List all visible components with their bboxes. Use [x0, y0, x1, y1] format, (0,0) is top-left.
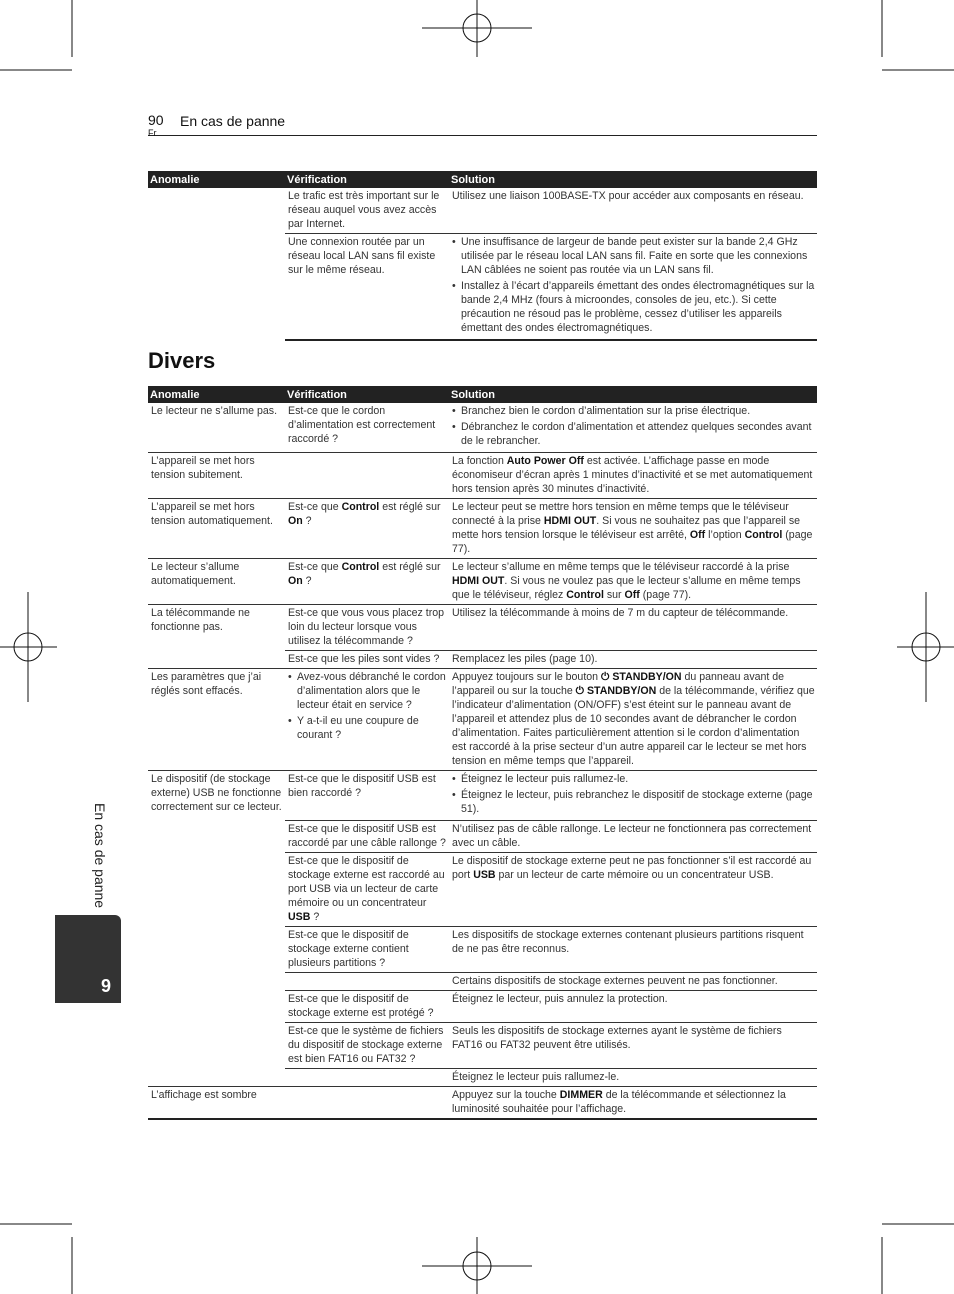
- verification-cell: [285, 973, 449, 991]
- anomaly-cell: L’appareil se met hors tension subitement.: [148, 453, 285, 499]
- solution-cell: [449, 559, 817, 605]
- anomaly-cell: L’appareil se met hors tension automatiquement.: [148, 499, 285, 559]
- verification-text: est réglé sur: [379, 561, 441, 573]
- solution-cell: Remplacez les piles (page 10).: [449, 651, 817, 669]
- setting-value: On: [288, 575, 303, 587]
- solution-cell: [449, 499, 817, 559]
- solution-text: Le lecteur peut se mettre hors tension en même temps que le téléviseur connecté à la prise: [452, 501, 789, 527]
- verification-cell: Est-ce que le cordon d’alimentation est correctement raccordé ?: [285, 403, 449, 453]
- solution-cell: [449, 853, 817, 927]
- column-header-anomalie: Anomalie: [148, 386, 285, 403]
- list-item: • Une insuffisance de largeur de bande peut exister sur la bande 2,4 GHz utilisée par le réseau local LAN sans fil. Faite en sorte que les connexions LAN câblées ne soient pas routée via un LAN sans fil.: [452, 235, 815, 277]
- anomaly-cell: [148, 188, 285, 340]
- port-name: HDMI OUT: [452, 575, 505, 587]
- solution-cell: [449, 1087, 817, 1120]
- column-header-anomalie: Anomalie: [148, 171, 285, 188]
- setting-name: Control: [566, 589, 604, 601]
- solution-text: par un lecteur de carte mémoire ou un concentrateur USB.: [495, 869, 774, 881]
- verification-cell: Est-ce que vous vous placez trop loin du lecteur lorsque vous utilisez la télécommande ?: [285, 605, 449, 651]
- table-row: [148, 771, 817, 821]
- solution-text: (page 77).: [452, 529, 813, 555]
- verification-text: ?: [310, 911, 320, 923]
- verification-text: est réglé sur: [379, 501, 441, 513]
- list-item: • Éteignez le lecteur puis rallumez-le.: [452, 772, 815, 786]
- page-number: 90: [148, 112, 164, 128]
- verification-cell: Est-ce que les piles sont vides ?: [285, 651, 449, 669]
- solution-cell: [449, 771, 817, 821]
- table-row: [148, 453, 817, 499]
- solution-cell: Utilisez la télécommande à moins de 7 m du capteur de télécommande.: [449, 605, 817, 651]
- solution-text: du panneau avant de l’appareil ou sur la touche: [452, 671, 785, 697]
- solution-cell: N’utilisez pas de câble rallonge. Le lecteur ne fonctionnera pas correctement avec un câble.: [449, 821, 817, 853]
- solution-cell: Utilisez une liaison 100BASE-TX pour accéder aux composants en réseau.: [449, 188, 817, 234]
- table-row: [148, 403, 817, 453]
- solution-text: . Si vous ne voulez pas que le lecteur s’allume en même temps que le téléviseur, réglez: [452, 575, 801, 601]
- column-header-verification: Vérification: [285, 171, 449, 188]
- chapter-tab: [55, 915, 121, 1003]
- verification-cell: Est-ce que le dispositif de stockage externe contient plusieurs partitions ?: [285, 927, 449, 973]
- list-item: • Débranchez le cordon d’alimentation et attendez quelques secondes avant de le rebrancher.: [452, 420, 815, 448]
- verification-cell: [285, 499, 449, 559]
- verification-cell: Une connexion routée par un réseau local LAN sans fil existe sur le même réseau.: [285, 234, 449, 341]
- table-row: [148, 499, 817, 559]
- solution-cell: Certains dispositifs de stockage externes peuvent ne pas fonctionner.: [449, 973, 817, 991]
- verification-cell: Le trafic est très important sur le réseau auquel vous avez accès par Internet.: [285, 188, 449, 234]
- solution-text: de la télécommande et sélectionnez la luminosité souhaitée pour l’affichage.: [452, 1089, 786, 1115]
- anomaly-cell: Le dispositif (de stockage externe) USB ne fonctionne correctement sur ce lecteur.: [148, 771, 285, 1087]
- verification-cell: [285, 453, 449, 499]
- column-header-solution: Solution: [449, 171, 817, 188]
- page-header: [148, 112, 817, 136]
- list-item: • Avez-vous débranché le cordon d’alimentation alors que le lecteur était en service ?: [288, 670, 447, 712]
- anomaly-cell: La télécommande ne fonctionne pas.: [148, 605, 285, 669]
- list-item: • Y a-t-il eu une coupure de courant ?: [288, 714, 447, 742]
- verification-text: Est-ce que: [288, 561, 342, 573]
- anomaly-cell: Le lecteur ne s’allume pas.: [148, 403, 285, 453]
- solution-text: Appuyez sur la touche: [452, 1089, 560, 1101]
- table-row: [148, 1087, 817, 1120]
- troubleshooting-table-misc: [148, 386, 817, 1120]
- solution-text: est activée. L’affichage passe en mode économiseur d’écran après 1 minutes d’inactivité et se met automatiquement hors tension après 30 minutes d’inactivité.: [452, 455, 813, 495]
- solution-cell: Éteignez le lecteur puis rallumez-le.: [449, 1069, 817, 1087]
- solution-cell: [449, 403, 817, 453]
- solution-text: Le lecteur s’allume en même temps que le téléviseur raccordé à la prise: [452, 561, 790, 573]
- setting-value: Off: [624, 589, 640, 601]
- verification-text: Est-ce que le dispositif de stockage externe est raccordé au port USB via un lecteur de carte mémoire ou un concentrateur: [288, 855, 445, 909]
- setting-name: Control: [341, 561, 380, 573]
- anomaly-cell: Le lecteur s’allume automatiquement.: [148, 559, 285, 605]
- button-name: ⏻ STANDBY/ON: [575, 685, 657, 697]
- solution-cell: [449, 669, 817, 771]
- table-row: [148, 559, 817, 605]
- solution-text: Le dispositif de stockage externe peut ne pas fonctionner s’il est raccordé au port: [452, 855, 812, 881]
- verification-text: Est-ce que: [288, 501, 342, 513]
- verification-cell: [285, 559, 449, 605]
- solution-cell: Les dispositifs de stockage externes contenant plusieurs partitions risquent de ne pas être reconnus.: [449, 927, 817, 973]
- list-item: • Éteignez le lecteur, puis rebranchez le dispositif de stockage externe (page 51).: [452, 788, 815, 816]
- anomaly-cell: L’affichage est sombre: [148, 1087, 285, 1120]
- chapter-title: En cas de panne: [180, 113, 286, 129]
- solution-cell: [449, 453, 817, 499]
- chapter-number: 9: [100, 976, 111, 996]
- port-name: HDMI OUT: [543, 515, 597, 527]
- setting-name: Control: [744, 529, 783, 541]
- button-name: DIMMER: [559, 1089, 603, 1101]
- troubleshooting-table-network: [148, 171, 817, 341]
- verification-cell: [285, 1069, 449, 1087]
- verification-cell: [285, 853, 449, 927]
- verification-text: ?: [302, 515, 312, 527]
- setting-name: Auto Power Off: [506, 455, 584, 467]
- button-name: ⏻ STANDBY/ON: [601, 671, 682, 683]
- table-row: [148, 669, 817, 771]
- side-chapter-label: En cas de panne: [92, 803, 108, 909]
- solution-text: . Si vous ne souhaitez pas que l’appareil se mette hors tension lorsque le téléviseur est arrêté,: [452, 515, 801, 541]
- solution-text: Appuyez toujours sur le bouton: [452, 671, 601, 683]
- solution-text: sur: [603, 589, 625, 601]
- solution-text: de la télécommande, vérifiez que l’indicateur d’alimentation (ON/OFF) s’est éteint sur le panneau avant de l’appareil et attendez plus de 10 secondes avant de débrancher le cordon d’alimentation. Faites particulièrement attention si le cordon d’alimentation est raccordé à la prise secteur d’un autre appareil car le lecteur se met hors tension en même temps que l’appareil.: [452, 685, 815, 767]
- verification-cell: Est-ce que le dispositif de stockage externe est protégé ?: [285, 991, 449, 1023]
- setting-name: Control: [341, 501, 380, 513]
- solution-text: l’option: [705, 529, 745, 541]
- verification-text: ?: [302, 575, 312, 587]
- verification-cell: [285, 669, 449, 771]
- solution-text: (page 77).: [639, 589, 692, 601]
- verification-cell: Est-ce que le système de fichiers du dispositif de stockage externe est bien FAT16 ou FAT32 ?: [285, 1023, 449, 1069]
- verification-cell: Est-ce que le dispositif USB est raccordé par une câble rallonge ?: [285, 821, 449, 853]
- port-name: USB: [288, 911, 311, 923]
- solution-cell: Éteignez le lecteur, puis annulez la protection.: [449, 991, 817, 1023]
- table-row: [148, 188, 817, 234]
- language-code: Fr: [148, 128, 157, 138]
- setting-value: Off: [689, 529, 706, 541]
- section-title: Divers: [148, 348, 216, 373]
- solution-cell: Seuls les dispositifs de stockage externes ayant le système de fichiers FAT16 ou FAT32 peuvent être utilisés.: [449, 1023, 817, 1069]
- solution-text: La fonction: [452, 455, 507, 467]
- list-item: • Branchez bien le cordon d’alimentation sur la prise électrique.: [452, 404, 815, 418]
- verification-cell: Est-ce que le dispositif USB est bien raccordé ?: [285, 771, 449, 821]
- solution-cell: [449, 234, 817, 341]
- port-name: USB: [473, 869, 496, 881]
- column-header-verification: Vérification: [285, 386, 449, 403]
- verification-cell: [285, 1087, 449, 1120]
- column-header-solution: Solution: [449, 386, 817, 403]
- list-item: • Installez à l’écart d’appareils émettant des ondes électromagnétiques sur la bande 2,4 MHz (fours à microondes, consoles de jeu, etc.). Si cette précaution ne résoud pas le problème, cessez d’utiliser les appareils émettant des ondes électromagnétiques.: [452, 279, 815, 335]
- table-row: [148, 605, 817, 651]
- anomaly-cell: Les paramètres que j’ai réglés sont effacés.: [148, 669, 285, 771]
- setting-value: On: [288, 515, 303, 527]
